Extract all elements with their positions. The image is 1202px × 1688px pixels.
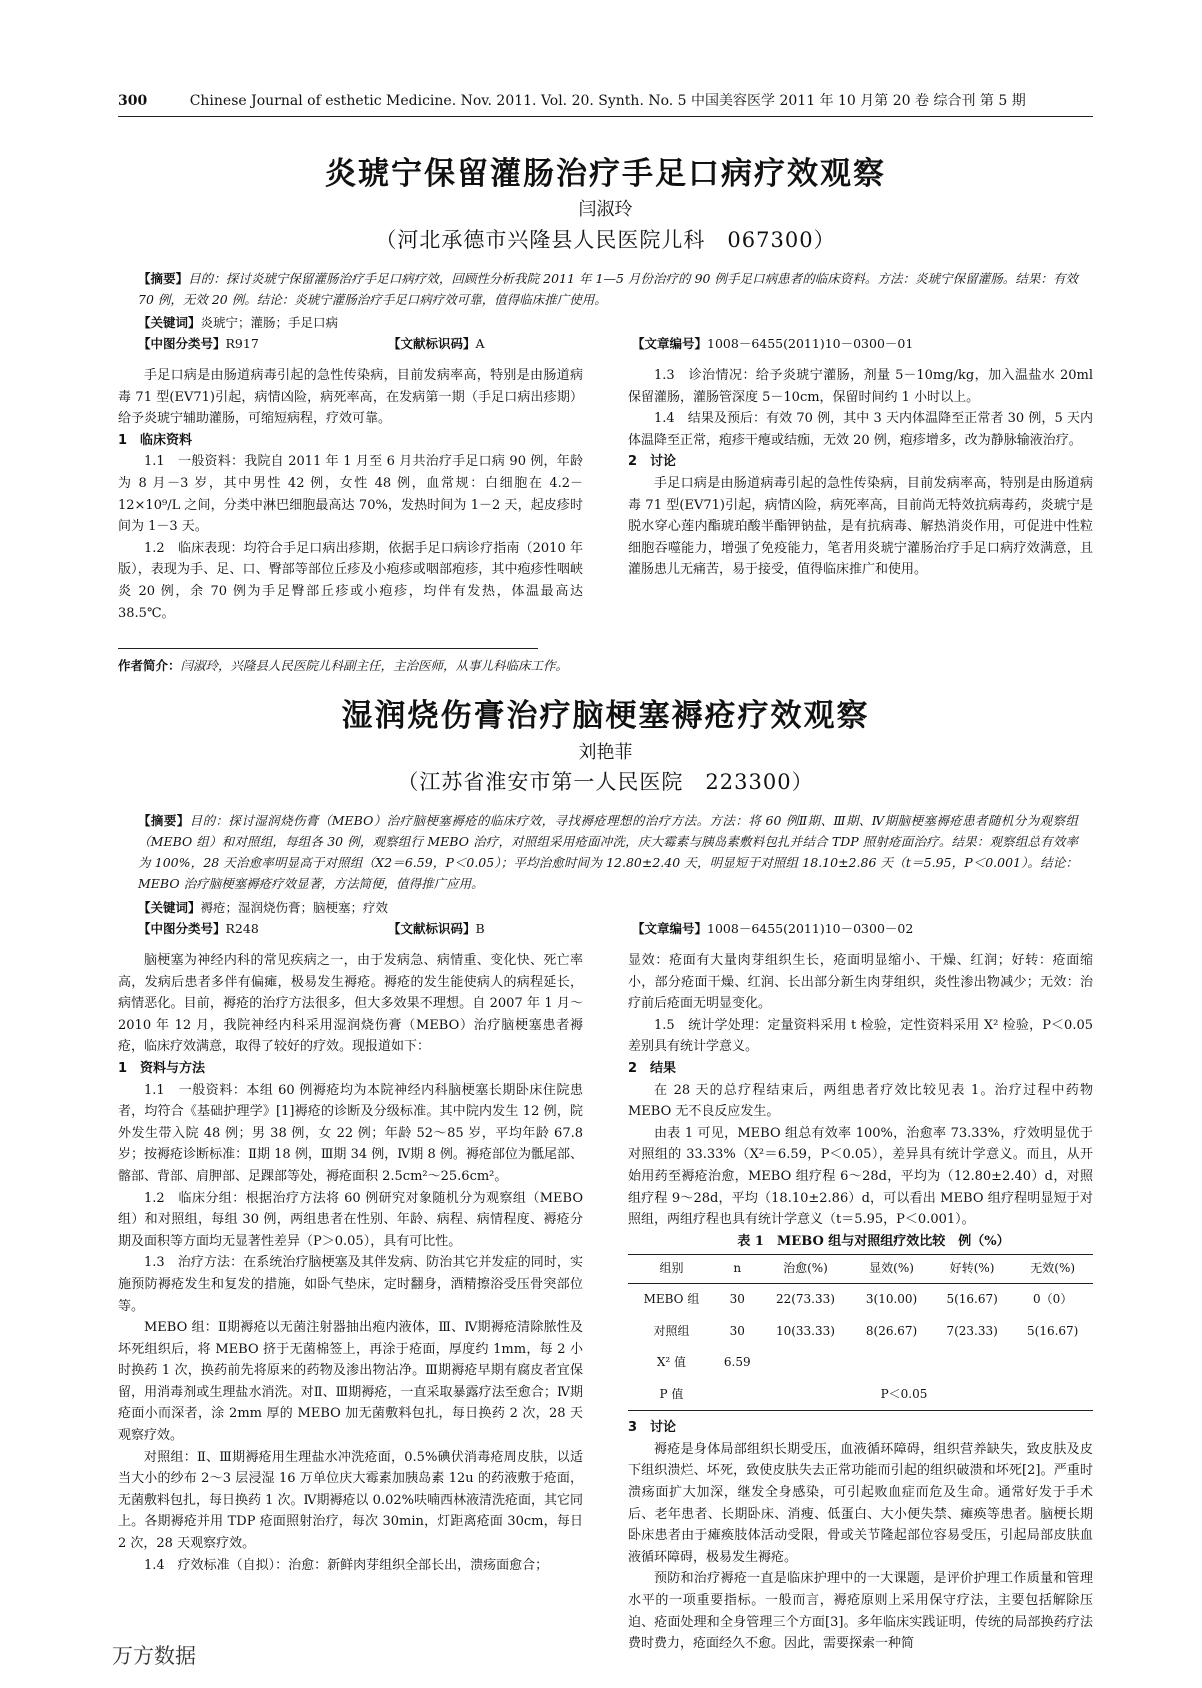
article-no-field xyxy=(632,333,913,354)
abstract-label: 【摘要】 xyxy=(138,271,189,286)
table-cell: 22(73.33) xyxy=(775,1291,835,1306)
paragraph: 1.5 统计学处理：定量资料采用 t 检验，定性资料采用 X² 检验，P＜0.05 差别具有统计学意义。 xyxy=(628,1017,1093,1055)
table-header-cell: 无效(%) xyxy=(1012,1255,1093,1284)
abstract-label: 【摘要】 xyxy=(138,813,190,828)
clc-field xyxy=(138,333,259,354)
running-head xyxy=(118,90,1093,110)
table1-body xyxy=(628,1283,1093,1410)
section-heading: 2 讨论 xyxy=(628,454,677,470)
paragraph: 1.4 疗效标准（自拟）：治愈：新鲜肉芽组织全部长出，溃疡面愈合； xyxy=(144,1557,549,1573)
table-header-cell: 好转(%) xyxy=(932,1255,1013,1284)
table-header-cell: 治愈(%) xyxy=(760,1255,852,1284)
table-cell: 30 xyxy=(729,1323,745,1338)
article2-left-column xyxy=(118,950,583,1576)
table-cell: 5(16.67) xyxy=(946,1291,998,1306)
paragraph: 预防和治疗褥疮一直是临床护理中的一大课题，是评价护理工作质量和管理水平的一项重要指标。一般而言，褥疮原则上采用保守疗法，主要包括解除压迫、疮面处理和全身管理三个方面[3]。多年临床实践证明，传统的局部换药疗法费时费力，疮面经久不愈。因此，需要探索一种简 xyxy=(628,1571,1093,1652)
section-heading: 1 临床资料 xyxy=(118,432,193,448)
article-no-label: 【文章编号】 xyxy=(632,336,708,351)
clc-value: R917 xyxy=(225,336,259,351)
paragraph: 1.4 结果及预后：有效 70 例，其中 3 天内体温降至正常者 30 例，5 天内体温降至正常，疱疹干瘪或结痂，无效 20 例，疱疹增多，改为静脉输液治疗。 xyxy=(628,411,1093,448)
article2-title: 湿润烧伤膏治疗脑梗塞褥疮疗效观察 xyxy=(341,698,870,734)
paragraph: 手足口病是由肠道病毒引起的急性传染病，目前发病率高，特别是由肠道病毒 71 型(EV71)引起，病情凶险，病死率高，在发病第一期（手足口病出疹期）给予炎琥宁辅助灌肠，可缩短病程，疗效可靠。 xyxy=(118,368,583,427)
article2-right-top xyxy=(628,950,1093,1231)
article2-author: 刘艳菲 xyxy=(578,742,633,763)
watermark-text: 万方数据 xyxy=(112,1644,196,1668)
table-cell xyxy=(760,1347,852,1379)
doc-code-value: A xyxy=(475,336,485,351)
paragraph: 1.3 诊治情况：给予炎琥宁灌肠，剂量 5－10mg/kg，加入温盐水 20ml 保留灌肠，灌肠管深度 5－10cm，保留时间约 1 小时以上。 xyxy=(628,368,1093,405)
doc-code-label: 【文献标识码】 xyxy=(388,921,476,936)
keywords-text: 炎琥宁；灌肠；手足口病 xyxy=(200,315,339,330)
article1-right-column xyxy=(628,365,1093,581)
article2-abstract xyxy=(138,810,1078,894)
table-cell: 3(10.00) xyxy=(865,1291,918,1306)
article1-left-column xyxy=(118,365,583,624)
article1-abstract xyxy=(138,268,1078,310)
table1 xyxy=(628,1254,1093,1411)
table-header-cell: 显效(%) xyxy=(851,1255,932,1284)
paragraph: 1.1 一般资料：本组 60 例褥疮均为本院神经内科脑梗塞长期卧床住院患者，均符合《基础护理学》[1]褥疮的诊断及分级标准。其中院内发生 12 例，院外发生带入院 48 例；男 38 例，女 22 例；年龄 52～85 岁，平均年龄 67.8 岁；按褥疮诊断标准：Ⅱ期 18 例，Ⅲ期 34 例，Ⅳ期 8 例。褥疮部位为骶尾部、髂部、背部、肩胛部、足踝部等处，褥疮面积 2.5cm²～25.6cm²。 xyxy=(118,1082,583,1184)
doc-code-value: B xyxy=(475,921,485,936)
table-cell: 8(26.67) xyxy=(865,1323,918,1338)
table-cell: 对照组 xyxy=(653,1323,690,1338)
table-cell: MEBO 组 xyxy=(643,1291,700,1306)
abstract-text: 目的：探讨湿润烧伤膏（MEBO）治疗脑梗塞褥疮的临床疗效，寻找褥疮理想的治疗方法。方法：将 60 例Ⅱ期、Ⅲ期、Ⅳ期脑梗塞褥疮患者随机分为观察组（MEBO 组）和对照组，每组各 30 例，观察组行 MEBO 治疗，对照组采用疮面冲洗，庆大霉素与胰岛素敷料包扎并结合 TDP 照射疮面治疗。结果：观察组总有效率为 100%，28 天治愈率明显高于对照组（X2＝6.59，P＜0.05）；平均治愈时间为 12.80±2.40 天，明显短于对照组 18.10±2.86 天（t＝5.95，P＜0.001）。结论：MEBO 治疗脑梗塞褥疮疗效显著，方法简便，值得推广应用。 xyxy=(138,813,1078,891)
journal-citation: Chinese Journal of esthetic Medicine. Nov. 2011. Vol. 20. Synth. No. 5 中国美容医学 2011 年 10 月第 20 卷 综合刊 第 5 期 xyxy=(189,93,1026,109)
author-note-label: 作者简介： xyxy=(118,658,181,673)
article-no-field xyxy=(632,918,913,939)
article-no-value: 1008－6455(2011)10－0300－01 xyxy=(707,336,914,351)
table-cell xyxy=(932,1347,1013,1379)
table-cell: P＜0.05 xyxy=(715,1379,1093,1411)
paragraph: 1.3 治疗方法：在系统治疗脑梗塞及其伴发病、防治其它并发症的同时，实施预防褥疮发生和复发的措施，如卧气垫床，定时翻身，酒精擦浴受压骨突部位等。 xyxy=(118,1255,583,1314)
table-row xyxy=(628,1283,1093,1315)
article-no-value: 1008－6455(2011)10－0300－02 xyxy=(707,921,914,936)
section-heading: 3 讨论 xyxy=(628,1420,677,1436)
article2-right-column xyxy=(628,950,1093,1655)
clc-field xyxy=(138,918,259,939)
article1-author-note xyxy=(118,656,568,674)
footnote-rule xyxy=(118,648,538,649)
table-header-cell: 组别 xyxy=(628,1255,715,1284)
table-row-p-value xyxy=(628,1379,1093,1411)
paragraph: 脑梗塞为神经内科的常见疾病之一，由于发病急、病情重、变化快、死亡率高，发病后患者多伴有偏瘫，极易发生褥疮。褥疮的发生能使病人的病程延长，病情恶化。目前，褥疮的治疗方法很多，但大多效果不理想。自 2007 年 1 月～2010 年 12 月，我院神经内科采用湿润烧伤膏（MEBO）治疗脑梗塞患者褥疮，临床疗效满意，取得了较好的疗效。现报道如下： xyxy=(118,953,583,1055)
article1-keywords xyxy=(138,312,1078,333)
article-no-label: 【文章编号】 xyxy=(632,921,708,936)
paragraph: 1.1 一般资料：我院自 2011 年 1 月至 6 月共治疗手足口病 90 例，年龄为 8 月－3 岁，其中男性 42 例，女性 48 例，血常规：白细胞在 4.2－12×10⁹/L 之间，分类中淋巴细胞最高达 70%，发热时间为 1－2 天，起皮疹时间为 1－3 天。 xyxy=(118,454,583,535)
table-cell xyxy=(1012,1347,1093,1379)
section-heading: 1 资料与方法 xyxy=(118,1060,206,1076)
clc-value: R248 xyxy=(225,921,259,936)
table-cell: X² 值 xyxy=(656,1355,687,1370)
table-cell: 30 xyxy=(729,1291,745,1306)
doc-code-field xyxy=(388,918,485,939)
table-cell: P 值 xyxy=(628,1379,715,1411)
table1-caption: 表 1 MEBO 组与对照组疗效比较 例（%） xyxy=(737,1233,1010,1249)
paragraph: 手足口病是由肠道病毒引起的急性传染病，目前发病率高，特别是由肠道病毒 71 型(EV71)引起，病情凶险，病死率高，目前尚无特效抗病毒药，炎琥宁是脱水穿心莲内酯琥珀酸半酯钾钠盐，是有抗病毒、解热消炎作用，可促进中性粒细胞吞噬能力，增强了免疫能力，笔者用炎琥宁灌肠治疗手足口病疗效满意，且灌肠患儿无痛苦，易于接受，值得临床推广和使用。 xyxy=(628,475,1093,578)
article1-affiliation: （河北承德市兴隆县人民医院儿科 067300） xyxy=(375,228,836,252)
paragraph: 1.2 临床分组：根据治疗方法将 60 例研究对象随机分为观察组（MEBO 组）和对照组，每组 30 例，两组患者在性别、年龄、病程、病情程度、褥疮分期及面积等方面均无显著性差异（P＞0.05），具有可比性。 xyxy=(118,1190,583,1249)
paragraph: 显效：疮面有大量肉芽组织生长，疮面明显缩小、干燥、红润；好转：疮面缩小，部分疮面干燥、红润、长出部分新生肉芽组织，炎性渗出物减少；无效：治疗前后疮面无明显变化。 xyxy=(628,953,1093,1012)
paragraph: 褥疮是身体局部组织长期受压，血液循环障碍，组织营养缺失，致皮肤及皮下组织溃烂、坏死，致使皮肤失去正常功能而引起的组织破溃和坏死[2]。严重时溃疡面扩大加深，继发全身感染，可引起败血症而危及生命。通常好发于手术后、老年患者、长期卧床、消瘦、低蛋白、大小便失禁、瘫痪等患者。脑梗长期卧床患者由于瘫痪肢体活动受限，骨或关节隆起部位容易受压，引起局部皮肤血液循环障碍，极易发生褥疮。 xyxy=(628,1441,1093,1565)
article1-author: 闫淑玲 xyxy=(578,199,633,220)
doc-code-field xyxy=(388,333,485,354)
keywords-text: 褥疮；湿润烧伤膏；脑梗塞；疗效 xyxy=(200,900,389,915)
article2-right-bottom xyxy=(628,1417,1093,1655)
paragraph: MEBO 组：Ⅱ期褥疮以无菌注射器抽出疱内液体，Ⅲ、Ⅳ期褥疮清除脓性及坏死组织后，将 MEBO 挤于无菌棉签上，再涂于疮面，厚度约 1mm，每 2 小时换药 1 次，换药前先将原来的药物及渗出物沾净。Ⅲ期褥疮早期有腐皮者宜保留，用消毒剂或生理盐水消洗。对Ⅱ、Ⅲ期褥疮，一直采取暴露疗法至愈合；Ⅳ期疮面小而深者，涂 2mm 厚的 MEBO 加无菌敷料包扎，每日换药 2 次，28 天观察疗效。 xyxy=(118,1320,583,1444)
table-row xyxy=(628,1347,1093,1379)
table-header-cell: n xyxy=(715,1255,760,1284)
paragraph: 在 28 天的总疗程结束后，两组患者疗效比较见表 1。治疗过程中药物 MEBO 无不良反应发生。 xyxy=(628,1082,1093,1120)
author-note-text: 闫淑玲，兴隆县人民医院儿科副主任，主治医师，从事儿科临床工作。 xyxy=(180,658,569,673)
header-rule xyxy=(118,116,1093,117)
keywords-label: 【关键词】 xyxy=(138,315,201,330)
table-cell: 6.59 xyxy=(723,1355,751,1370)
table-cell: 7(23.33) xyxy=(946,1323,998,1338)
section-heading: 2 结果 xyxy=(628,1060,677,1076)
paragraph: 由表 1 可见，MEBO 组总有效率 100%，治愈率 73.33%，疗效明显优于对照组的 33.33%（X²＝6.59，P＜0.05），差异具有统计学意义。而且，从开始用药至褥疮治愈，MEBO 组疗程 6～28d，平均为（12.80±2.40）d，对照组疗程 9～28d，平均（18.10±2.86）d，可以看出 MEBO 组疗程明显短于对照组，两组疗程也具有统计学意义（t＝5.95，P＜0.001）。 xyxy=(628,1125,1093,1228)
article2-keywords xyxy=(138,897,1078,918)
article2-affiliation: （江苏省淮安市第一人民医院 223300） xyxy=(397,770,814,794)
article1-title: 炎琥宁保留灌肠治疗手足口病疗效观察 xyxy=(325,156,886,192)
paragraph: 对照组：Ⅱ、Ⅲ期褥疮用生理盐水冲洗疮面，0.5%碘伏消毒疮周皮肤，以适当大小的纱布 2～3 层浸湿 16 万单位庆大霉素加胰岛素 12u 的药液敷于疮面，无菌敷料包扎，每日换药 1 次。Ⅳ期褥疮以 0.02%呋喃西林液清洗疮面，其它同上。各期褥疮并用 TDP 疮面照射治疗，每次 30min，灯距离疮面 30cm，每日 2 次，28 天观察疗效。 xyxy=(118,1449,583,1552)
keywords-label: 【关键词】 xyxy=(138,900,201,915)
doc-code-label: 【文献标识码】 xyxy=(388,336,476,351)
table-cell xyxy=(851,1347,932,1379)
table-row xyxy=(628,1316,1093,1348)
clc-label: 【中图分类号】 xyxy=(138,921,226,936)
table1-header-row xyxy=(628,1255,1093,1284)
page-number: 300 xyxy=(118,93,148,109)
clc-label: 【中图分类号】 xyxy=(138,336,226,351)
table-cell: 10(33.33) xyxy=(775,1323,835,1338)
table-cell: 0（0） xyxy=(1033,1291,1073,1306)
table-cell: 5(16.67) xyxy=(1027,1323,1079,1338)
abstract-text: 目的：探讨炎琥宁保留灌肠治疗手足口病疗效，回顾性分析我院 2011 年 1—5 月份治疗的 90 例手足口病患者的临床资料。方法：炎琥宁保留灌肠。结果：有效 70 例，无效 20 例。结论：炎琥宁灌肠治疗手足口病疗效可靠，值得临床推广使用。 xyxy=(138,271,1078,307)
paragraph: 1.2 临床表现：均符合手足口病出疹期，依据手足口病诊疗指南（2010 年版），表现为手、足、口、臀部等部位丘疹及小疱疹或咽部疱疹，其中疱疹性咽峡炎 20 例，余 70 例为手足臀部丘疹或小疱疹，均伴有发热，体温最高达 38.5℃。 xyxy=(118,540,583,621)
